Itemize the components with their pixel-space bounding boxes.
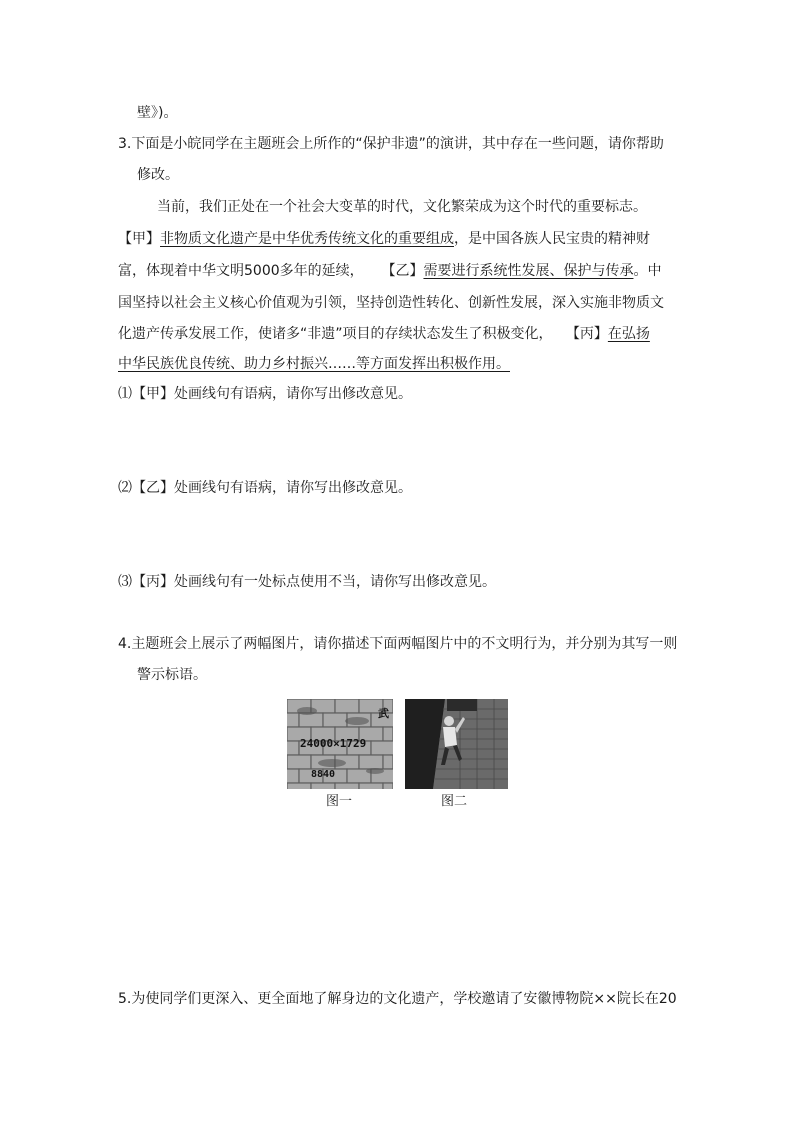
- passage-line3-text: 富，体现着中华文明5000多年的延续，: [118, 263, 364, 279]
- jia-underlined-sentence: 非物质文化遗产是中华优秀传统文化的重要组成: [160, 231, 454, 247]
- graffiti-char: 武: [378, 707, 389, 720]
- fragment-text: 壁》)。: [137, 105, 178, 121]
- bing-tag: 【丙】: [565, 326, 608, 342]
- bing-underlined-continued: 中华民族优良传统、助力乡村振兴……等方面发挥出积极作用。: [118, 356, 510, 372]
- q3-sub2: ⑵【乙】处画线句有语病，请你写出修改意见。: [118, 480, 412, 496]
- passage-line2: [118, 229, 650, 249]
- q4-stem-line2: 警示标语。: [137, 667, 207, 683]
- jia-tag: 【甲】: [118, 231, 160, 247]
- graffiti-numbers-lower: 8840: [311, 769, 336, 780]
- figure2-climbing-wall-photo: [405, 699, 508, 789]
- figure1-graffiti-wall-photo: [287, 699, 393, 789]
- yi-underlined-sentence: 需要进行系统性发展、保护与传承: [423, 263, 634, 279]
- passage-line5-text: 化遗产传承发展工作，使诸多“非遗”项目的存续状态发生了积极变化，: [118, 326, 553, 342]
- q4-stem-line1: 4.主题班会上展示了两幅图片，请你描述下面两幅图片中的不文明行为，并分别为其写一则: [118, 636, 678, 652]
- passage-line5: [118, 324, 650, 344]
- q3-sub1: ⑴【甲】处画线句有语病，请你写出修改意见。: [118, 386, 412, 402]
- passage-line4: 国坚持以社会主义核心价值观为引领，坚持创造性转化、创新性发展，深入实施非物质文: [118, 295, 664, 311]
- bing-underlined-start: 在弘扬: [607, 326, 650, 342]
- figure1-caption: 图一: [326, 794, 353, 809]
- graffiti-numbers: 24000×1729: [300, 737, 367, 750]
- passage-line3: [118, 261, 661, 281]
- after-yi-text: 。中: [633, 263, 662, 279]
- after-jia-text: ，是中国各族人民宝贵的精神财: [454, 231, 650, 247]
- yi-tag: 【乙】: [381, 263, 424, 279]
- q3-stem-line1: 3.下面是小皖同学在主题班会上所作的“保护非遗”的演讲，其中存在一些问题，请你帮助: [118, 136, 664, 152]
- q3-stem-line2: 修改。: [137, 167, 179, 183]
- passage-line1: 当前，我们正处在一个社会大变革的时代，文化繁荣成为这个时代的重要标志。: [157, 199, 647, 215]
- q5-stem-line1: 5.为使同学们更深入、更全面地了解身边的文化遗产，学校邀请了安徽博物院××院长在20: [118, 991, 677, 1007]
- figure2-caption: 图二: [441, 794, 468, 809]
- q3-sub3: ⑶【丙】处画线句有一处标点使用不当，请你写出修改意见。: [118, 574, 496, 590]
